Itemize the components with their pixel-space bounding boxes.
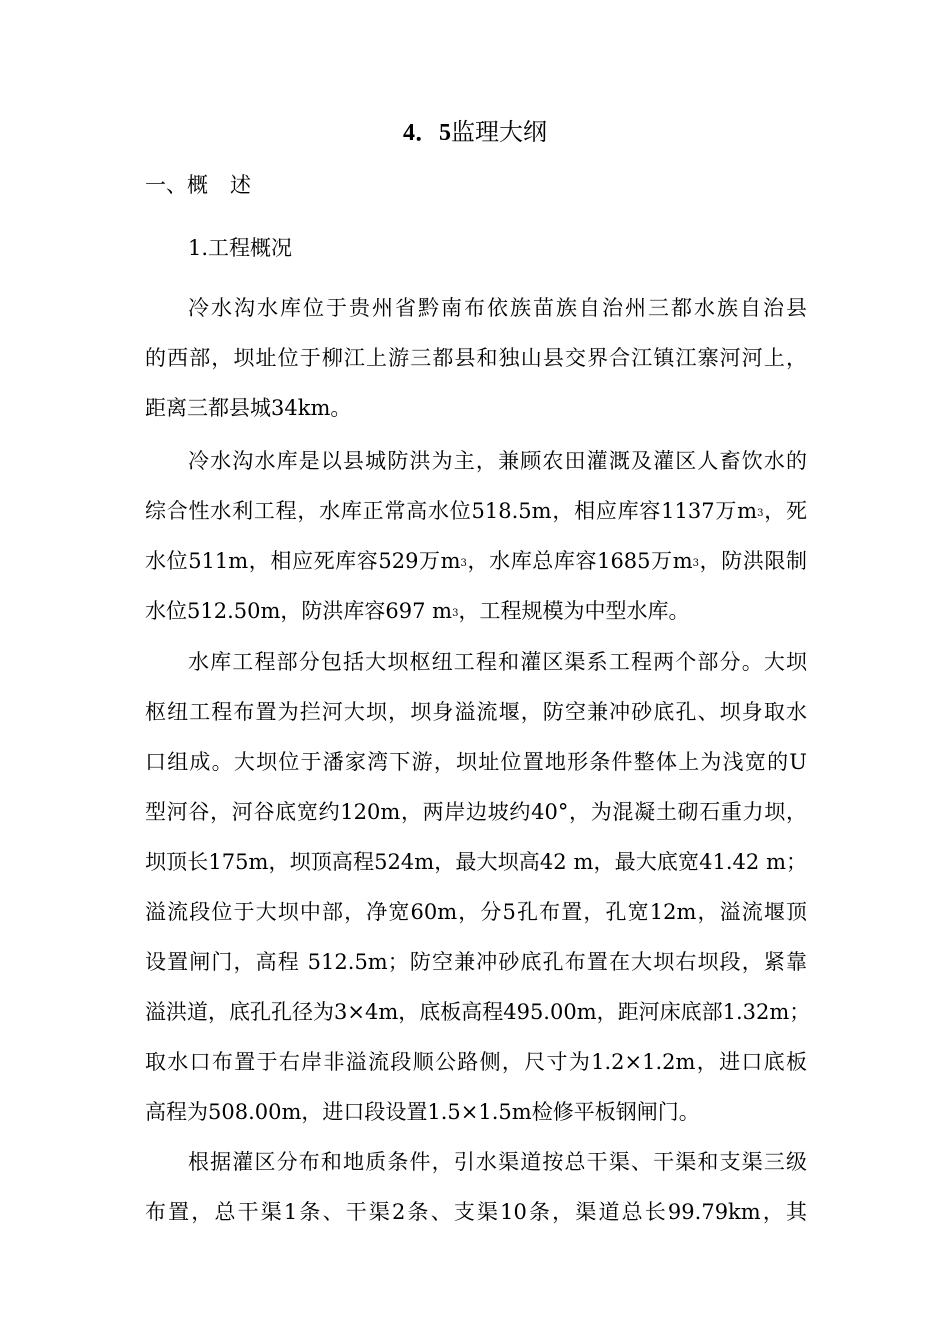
subsection-heading: 1.工程概况: [188, 236, 293, 260]
paragraph-line: 取水口布置于右岸非溢流段顺公路侧，尺寸为1.2×1.2m，进口底板: [145, 1050, 807, 1074]
paragraph-line: 综合性水利工程，水库正常高水位518.5m，相应库容1137万$m^3$，死: [145, 499, 807, 523]
paragraph-line: 根据灌区分布和地质条件，引水渠道按总干渠、干渠和支渠三级: [188, 1150, 807, 1174]
paragraph-line: 水位511m，相应死库容529万$m^3$，水库总库容1685万$m^3$，防洪限制: [145, 549, 808, 573]
unit-exponent: 3: [452, 608, 459, 619]
section-heading-part-a: 一、概: [145, 173, 208, 197]
section-heading: [145, 167, 251, 203]
paragraph-line: 高程为508.00m，进口段设置1.5×1.5m检修平板钢闸门。: [145, 1100, 700, 1124]
unit-exponent: 3: [692, 558, 700, 569]
paragraph-irrigation: [145, 1137, 807, 1237]
unit-exponent: 3: [757, 508, 764, 519]
paragraph-line: 设置闸门，高程 512.5m；防空兼冲砂底孔布置在大坝右坝段，紧靠: [145, 950, 807, 974]
unit-exponent: 3: [460, 558, 467, 569]
paragraph-line: 水位512.50m，防洪库容697 $m^3$，工程规模为中型水库。: [145, 599, 690, 623]
paragraph-line: 坝顶长175m，坝顶高程524m，最大坝高42 m，最大底宽41.42 m；: [145, 850, 807, 874]
paragraph-line: 型河谷，河谷底宽约120m，两岸边坡约40°，为混凝土砌石重力坝，: [145, 800, 807, 824]
paragraph-structure: [145, 637, 811, 1137]
paragraph-line: 枢纽工程布置为拦河大坝，坝身溢流堰，防空兼冲砂底孔、坝身取水: [145, 700, 807, 724]
paragraph-line: 的西部，坝址位于柳江上游三都县和独山县交界合江镇江寨河河上，: [145, 346, 807, 370]
paragraph-line: 水库工程部分包括大坝枢纽工程和灌区渠系工程两个部分。大坝: [188, 650, 807, 674]
paragraph-function: [145, 436, 807, 636]
page-title: [0, 112, 950, 153]
paragraph-location: [145, 283, 807, 433]
title-number: 4．5: [403, 120, 451, 146]
title-text: 监理大纲: [451, 118, 547, 146]
paragraph-line: 冷水沟水库位于贵州省黔南布依族苗族自治州三都水族自治县: [188, 296, 807, 320]
paragraph-line: 口组成。大坝位于潘家湾下游，坝址位置地形条件整体上为浅宽的U: [145, 750, 807, 774]
paragraph-line: 冷水沟水库是以县城防洪为主，兼顾农田灌溉及灌区人畜饮水的: [188, 449, 807, 473]
paragraph-line: 溢洪道，底孔孔径为3×4m，底板高程495.00m，距河床底部1.32m；: [145, 1000, 811, 1024]
section-heading-part-b: 述: [230, 173, 251, 197]
paragraph-line: 溢流段位于大坝中部，净宽60m，分5孔布置，孔宽12m，溢流堰顶: [145, 900, 807, 924]
paragraph-line: 布置，总干渠1条、干渠2条、支渠10条，渠道总长99.79km，其: [145, 1200, 807, 1224]
paragraph-line: 距离三都县城34km。: [145, 396, 352, 420]
